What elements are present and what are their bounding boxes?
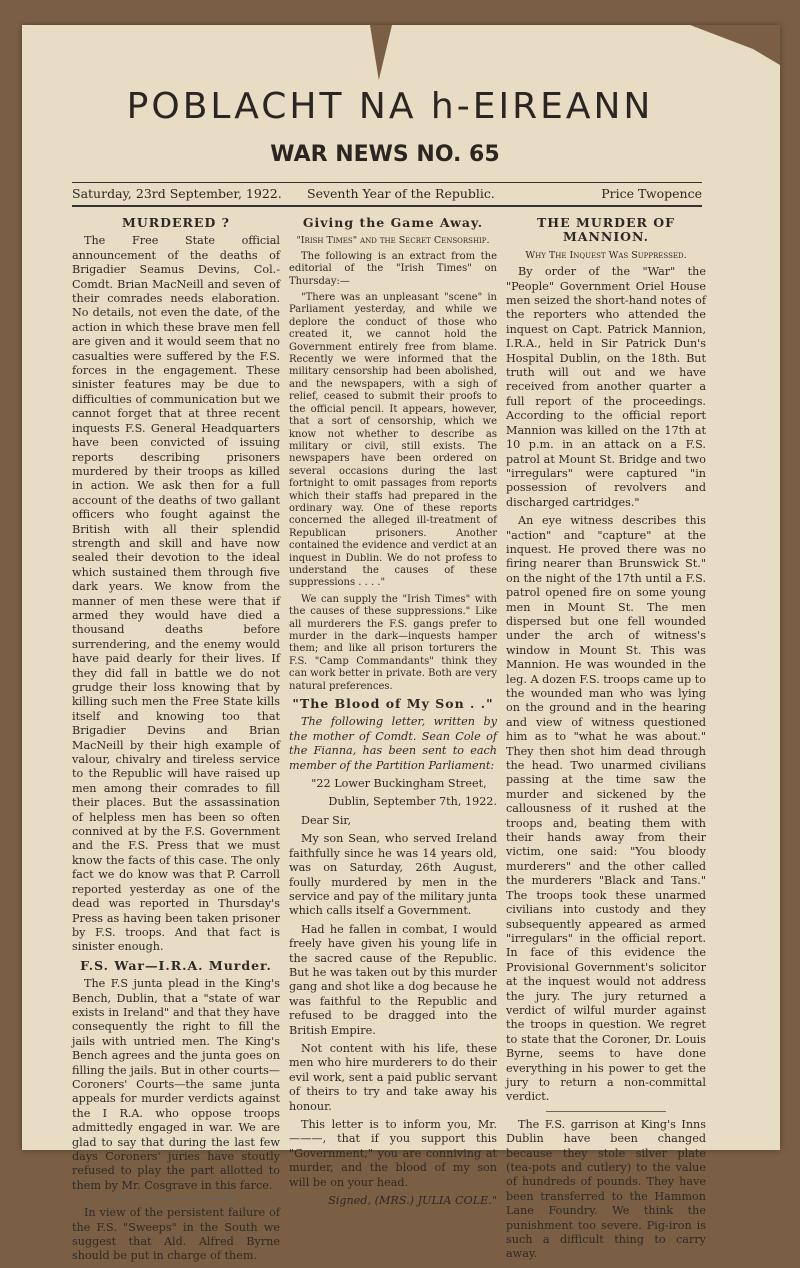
letter-para-3: Not content with his life, these men who hire murderers to do their evil work, sent a paid public servant of theirs to try and take away his honour. xyxy=(289,1041,497,1113)
column-1 xyxy=(72,212,280,1268)
headline-fs-war: F.S. War—I.R.A. Murder. xyxy=(80,957,272,973)
extract-quote: "There was an unpleasant "scene" in Parliament yesterday, and while we deplore the conduct of those who created it, we cannot hold the Government entirely free from blame. Recently we were informed that the military censorship had been abolished, and the newspapers, with a sigh of relief, ceased to submit their proofs to the official pencil. It appears, however, that a sort of censorship, which we know not whether to describe as military or civil, still exists. The newspapers have been ordered on several occasions during the last fortnight to omit passages from reports which their staffs had prepared in the ordinary way. One of these reports concerned the alleged ill-treatment of Republican prisoners. Another contained the evidence and verdict at an inquest in Dublin. We do not profess to understand the causes of these suppressions . . . ." xyxy=(289,292,497,589)
dateline xyxy=(72,182,702,207)
subhead-censorship: "Irish Times" and the Secret Censorship. xyxy=(296,235,490,247)
divider xyxy=(546,1111,666,1112)
article-mannion-1: By order of the "War" the "People" Government Oriel House men seized the short-hand notes of the reporters who attended the inquest on Capt. Patrick Mannion, I.R.A., held in Sir Patrick Dun's Hospital Dublin, on the 18th. But truth will out and we have received from another quarter a full report of the proceedings. According to the official report Mannion was killed on the 17th at 10 p.m. in an attack on a F.S. patrol at Mount St. Bridge and two "irregulars" were captured "in possession of revolvers and discharged cartridges." xyxy=(506,265,706,509)
column-2 xyxy=(289,212,497,1212)
letter-salutation: Dear Sir, xyxy=(301,813,352,827)
letter-para-1: My son Sean, who served Ireland faithfully since he was 14 years old, was on Saturday, 26th August, foully murdered by men in the service and pay of the military junta which calls itself a Government. xyxy=(289,832,497,918)
divider xyxy=(114,1199,239,1200)
column-3 xyxy=(506,212,706,1266)
republic-year: Seventh Year of the Republic. xyxy=(307,186,495,201)
headline-giving-game-away: Giving the Game Away. xyxy=(302,215,484,230)
article-kings-inns: The F.S. garrison at King's Inns Dublin have been changed because they stole silver plate (tea-pots and cutlery) to the value of hundreds of pounds. They have been transferred to the Hammon Lane Foundry. We think the punishment too severe. Pig-iron is such a difficult thing to carry away. xyxy=(506,1117,706,1261)
headline-murdered: MURDERED ? xyxy=(122,215,230,230)
price: Price Twopence xyxy=(601,186,702,201)
masthead: POBLACHT NA h-EIREANN xyxy=(126,86,654,127)
headline-blood-of-my-son: "The Blood of My Son . ." xyxy=(292,696,494,712)
letter-date: Dublin, September 7th, 1922. xyxy=(328,795,497,809)
article-sweeps: In view of the persistent failure of the F.S. "Sweeps" in the South we suggest that Ald. Alfred Byrne should be put in charge of them. xyxy=(72,1206,280,1263)
letter-address: "22 Lower Buckingham Street, xyxy=(311,777,487,791)
subhead-inquest: Why The Inquest Was Suppressed. xyxy=(525,249,687,261)
article-mannion-2: An eye witness describes this "action" and "capture" at the inquest. He proved there was no firing nearer than Brunswick St." on the night of the 17th until a F.S. patrol opened fire on some young men in Mount St. The men dispersed but one fell wounded under the arch of witness's window in Mount St. This was Mannion. He was wounded in the leg. A dozen F.S. troops came up to the wounded man who was lying on the ground and in the hearing and view of witness questioned him as to "what he was about." They then shot him dead through the head. Two unarmed civilians passing at the time saw the murder and sickened by the callousness of it rushed at the troops and, beating them with their hands away from their victim, one said: "You bloody murderers" and the other called the murderers "Black and Tans." The troops took these unarmed civilians into custody and they subsequently appeared as armed "irregulars" in the official report. In face of this evidence the Provisional Government's solicitor at the inquest would not address the jury. The jury returned a verdict of wilful murder against the troops in question. We regret to state that the Coroner, Dr. Louis Byrne, seems to have done everything in his power to get the jury to return a non-committal verdict. xyxy=(506,514,706,1104)
letter-para-4: This letter is to inform you, Mr.———, that if you support this "Government," you are conniving at murder, and the blood of my son will be on your head. xyxy=(289,1118,497,1189)
extract-intro: The following is an extract from the editorial of the "Irish Times" on Thursday:— xyxy=(289,250,497,287)
letter-para-2: Had he fallen in combat, I would freely have given his young life in the sacred cause of the Republic. But he was taken out by this murder gang and shot like a dog because he was faithful to the Republic and refused to be dragged into the British Empire. xyxy=(289,922,497,1037)
letter-intro: The following letter, written by the mother of Comdt. Sean Cole of the Fianna, has been sent to each member of the Partition Parliament: xyxy=(289,715,497,772)
issue-title: WAR NEWS NO. 65 xyxy=(270,142,500,167)
letter-signature: Signed, (MRS.) JULIA COLE." xyxy=(328,1194,497,1208)
issue-date: Saturday, 23rd September, 1922. xyxy=(72,186,282,201)
extract-reply: We can supply the "Irish Times" with the causes of these suppressions." Like all murderers the F.S. gangs prefer to murder in the dark—inquests hamper them; and like all prison torturers the F.S. "Camp Commandants" think they can work better in private. Both are very natural preferences. xyxy=(289,593,497,692)
article-fs-war: The F.S junta plead in the King's Bench, Dublin, that a "state of war exists in Ireland" and that they have consequently the right to fill the jails with untried men. The King's Bench agrees and the junta goes on filling the jails. But in other courts—Coroners' Courts—the same junta appeals for murder verdicts against the I R.A. who oppose troops admittedly engaged in war. We are glad to say that during the last few days Coroners' juries have stoutly refused to play the part allotted to them by Mr. Cosgrave in this farce. xyxy=(72,977,280,1192)
article-murdered: The Free State official announcement of the deaths of Brigadier Seamus Devins, Col.-Comdt. Brian MacNeill and seven of their comrades needs elaboration. No details, not even the date, of the action in which these brave men fell are given and it would seem that no casualties were suffered by the F.S. forces in the engagement. These sinister features may be due to difficulties of communication but we cannot forget that at three recent inquests F.S. General Headquarters have been convicted of issuing reports describing prisoners murdered by their troops as killed in action. We ask then for a full account of the deaths of two gallant officers who fought against the British with all their splendid strength and skill and have now sealed their devotion to the ideal which sustained them through five dark years. We know from the manner of men these were that if armed they would have died a thousand deaths before surrendering, and the enemy would have paid dearly for their lives. If they did fall in battle we do not grudge their loss knowing that by killing such men the Free State kills itself and knowing too that Brigadier Devins and Brian MacNeill by their high example of valour, chivalry and tireless service to the Republic will have raised up men among their comrades to fill their places. But the assassination of helpless men has been so often connived at by the F.S. Government and the F.S. Press that we must know the facts of this case. The only fact we do know was that P. Carroll reported yesterday as one of the dead was reported in Thursday's Press as having been taken prisoner by F.S. troops. And that fact is sinister enough. xyxy=(72,234,280,954)
headline-murder-of-mannion: THE MURDER OF MANNION. xyxy=(537,215,675,245)
